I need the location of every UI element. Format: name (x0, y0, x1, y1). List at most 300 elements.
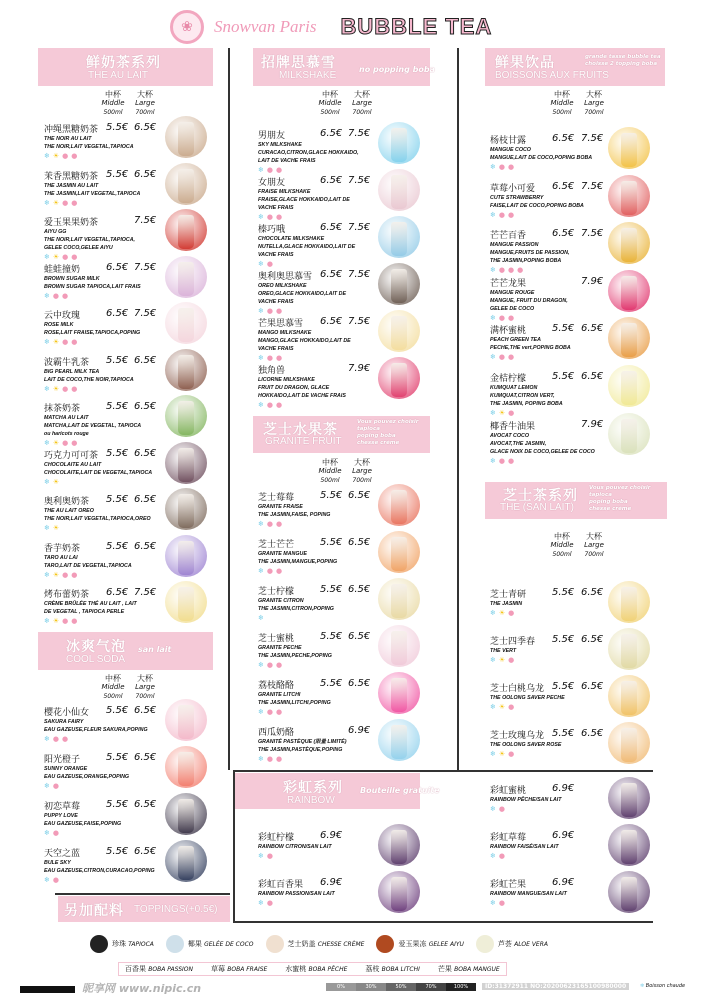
menu-item[interactable] (490, 228, 652, 274)
cup-image (621, 877, 637, 911)
snowflake-icon: ❄ (44, 439, 50, 447)
sun-icon: ☀ (52, 477, 60, 486)
menu-item[interactable] (490, 371, 652, 417)
snowflake-icon: ❄ (258, 260, 264, 268)
item-body (44, 461, 152, 486)
menu-item[interactable] (490, 681, 652, 727)
snowflake-icon: ❄ (258, 899, 264, 907)
sugar-level: 0% (326, 983, 356, 991)
snowflake-icon: ❄ (44, 524, 50, 532)
item-photo (608, 270, 650, 312)
item-description: PUPPY LOVE EAU GAZEUSE,FAISE,POPING (44, 813, 122, 827)
section-title-en: THE AU LAIT (88, 70, 149, 81)
snowflake-icon: ❄ (258, 401, 264, 409)
sugar-level-bar (326, 983, 476, 991)
item-photo (165, 840, 207, 882)
paw-icon: ● (275, 401, 283, 409)
sun-icon: ☀ (52, 617, 60, 625)
item-body (258, 597, 334, 622)
size-labels (549, 532, 607, 559)
price-middle: 5.5€ (320, 678, 343, 689)
paw-icon: ● (275, 213, 283, 221)
item-description: RAINBOW PÊCHE/SAN LAIT (490, 797, 562, 803)
item-icons (44, 524, 151, 532)
item-description: BULE SKY EAU GAZEUSE,CITRON,CURACAO,POPING (44, 860, 155, 874)
item-description: RAINBOW MANGUE/SAN LAIT (490, 891, 567, 897)
snowflake-icon: ❄ (490, 899, 496, 907)
item-body (490, 146, 592, 171)
price-middle: 6.5€ (320, 222, 343, 233)
item-photo (608, 127, 650, 169)
price-middle: 5.5€ (106, 494, 129, 505)
price-large: 6.5€ (348, 490, 371, 501)
menu-item[interactable] (44, 122, 209, 168)
soda-header (38, 632, 213, 670)
menu-item[interactable] (490, 783, 652, 829)
fruits-header (485, 48, 665, 86)
cup-image (391, 363, 407, 397)
paw-icon: ● (508, 750, 515, 758)
snowflake-icon: ❄ (258, 213, 264, 221)
item-photo (608, 722, 650, 764)
menu-item[interactable] (44, 541, 209, 587)
paw-icon: ● (62, 338, 69, 346)
item-icons (44, 253, 135, 261)
topping-item: 椰果 GELÉE DE COCO (166, 935, 254, 953)
item-description: CHOCOLAITE AU LAIT CHOCOLAITE,LAIT DE VEGETAL,TAPIOCA (44, 461, 153, 476)
item-name: 芒芒百香 (490, 231, 527, 242)
item-body (490, 336, 571, 361)
paw-icon: ● (266, 852, 273, 860)
cup-image (621, 728, 637, 762)
item-name: 茉香黑糖奶茶 (44, 171, 99, 182)
topping-image (266, 935, 284, 953)
cup-image (178, 541, 194, 575)
section-note: grande tasse bubble tea choisse 2 topping boba (585, 54, 661, 67)
paw-icon: ● (507, 313, 515, 322)
paw-icon: ● (508, 656, 515, 664)
price-middle: 6.5€ (106, 308, 129, 319)
price-large: 6.5€ (348, 678, 371, 689)
section-title-en: COOL SODA (66, 654, 126, 665)
cup-image (178, 846, 194, 880)
item-name: 芒果思慕雪 (258, 319, 304, 329)
item-icons (258, 354, 351, 362)
item-name: 初恋草莓 (44, 802, 81, 812)
paw-icon: ● (266, 307, 273, 315)
menu-item[interactable] (44, 587, 209, 633)
snowflake-icon: ❄ (490, 852, 496, 860)
paw-icon: ● (61, 291, 69, 300)
item-icons (44, 478, 152, 486)
cup-image (178, 587, 194, 621)
price-middle: 5.5€ (552, 587, 575, 598)
menu-item[interactable] (44, 401, 209, 447)
price-middle: 5.5€ (320, 631, 343, 642)
size-l: 大杯 Large 700ml (584, 90, 604, 116)
item-description: RAINBOW CITRON/SAN LAIT (258, 844, 332, 850)
item-photo (378, 531, 420, 573)
snowflake-icon: ❄ (490, 456, 496, 465)
price-large: 7.5€ (348, 128, 371, 139)
cup-image (391, 490, 407, 524)
item-name: 冲绳黑糖奶茶 (44, 125, 99, 135)
menu-item[interactable] (44, 308, 209, 354)
item-name: 芝士芒芒 (258, 540, 295, 550)
paw-icon: ● (508, 703, 515, 711)
item-photo (165, 116, 207, 158)
item-body (490, 843, 559, 860)
paw-icon: ● (508, 409, 515, 417)
item-body (44, 135, 134, 160)
snowflake-icon: ❄ (490, 313, 496, 322)
item-icons (258, 661, 332, 669)
item-icons (44, 439, 141, 447)
item-description: RAINBOW FAISÉ/SAN LAIT (490, 844, 559, 850)
item-photo (378, 263, 420, 305)
price-large: 6.5€ (134, 354, 157, 366)
menu-item[interactable] (258, 830, 422, 876)
cup-image (621, 783, 637, 817)
item-body (490, 600, 522, 617)
hot-legend: ❄ Boisson chaude (640, 983, 686, 989)
item-photo (165, 163, 207, 205)
paw-icon: ● (266, 401, 273, 409)
item-icons (258, 614, 334, 622)
item-photo (608, 675, 650, 717)
item-photo (165, 209, 207, 251)
item-icons (490, 656, 516, 664)
menu-item[interactable] (258, 222, 422, 268)
menu-item[interactable] (258, 678, 422, 724)
topping-image (90, 935, 108, 953)
paw-icon: ● (275, 708, 283, 716)
size-labels (100, 674, 158, 701)
menu-item[interactable] (490, 728, 652, 774)
item-name: 奥利奥思慕雪 (258, 272, 313, 282)
paw-icon: ● (71, 253, 78, 261)
snowflake-icon: ❄ (640, 983, 645, 989)
item-icons (258, 401, 346, 409)
snowflake-icon: ❄ (44, 617, 50, 625)
divider (55, 893, 230, 895)
snowflake-icon: ❄ (44, 570, 50, 579)
menu-item[interactable] (490, 323, 652, 369)
item-description: LICORNE MILKSHAKE FRUIT DU DRAGON, GLACE HOKKAIDO,LAIT DE VACHE FRAIS (258, 377, 346, 399)
item-description: MANGUE PASSION MANGUE,FRUITS DE PASSION, THE JASMIN,POPING BOBA (490, 242, 570, 265)
item-body (490, 432, 595, 465)
item-body (258, 188, 350, 221)
item-body (44, 718, 148, 743)
size-l: 大杯 Large 700ml (135, 674, 155, 700)
item-name: 芒芒龙果 (490, 278, 527, 289)
cup-image (391, 128, 407, 162)
topping-item: 芦荟 ALOE VERA (476, 935, 548, 953)
paw-icon: ● (62, 617, 69, 625)
topping-item: 芝士奶盖 CHESSE CRÈME (266, 935, 365, 953)
menu-item[interactable] (44, 494, 209, 540)
item-photo (165, 535, 207, 577)
item-description: SKY MILKSHAKE CURACAO,CITRON,GLACE HOKKAIDO, LAIT DE VACHE FRAIS (258, 142, 359, 164)
paw-icon: ● (507, 266, 515, 275)
snowflake-icon: ❄ (44, 384, 50, 393)
sun-icon: ☀ (498, 750, 506, 758)
item-body (258, 691, 331, 716)
menu-item[interactable] (258, 490, 422, 536)
menu-item[interactable] (490, 877, 652, 923)
cup-image (178, 799, 194, 833)
snowflake-icon: ❄ (490, 210, 496, 219)
price-middle: 5.5€ (106, 799, 129, 810)
price-large: 6.5€ (581, 587, 604, 598)
menu-item[interactable] (44, 752, 209, 798)
size-m: 中杯 Middle 500ml (550, 532, 574, 558)
item-photo (378, 169, 420, 211)
size-m: 中杯 Middle 500ml (101, 674, 125, 700)
item-name: 女朋友 (258, 178, 286, 188)
paw-icon: ● (275, 166, 283, 174)
sun-icon: ☀ (52, 524, 60, 532)
item-photo (608, 365, 650, 407)
menu-item[interactable] (44, 215, 209, 261)
topping-item: 珍珠 TAPIOCA (90, 935, 154, 953)
menu-item[interactable] (258, 584, 422, 630)
snowflake-icon: ❄ (490, 703, 496, 711)
cup-image (178, 262, 194, 296)
paw-icon: ● (266, 755, 273, 763)
item-body (490, 241, 569, 274)
item-photo (165, 256, 207, 298)
item-body (44, 507, 151, 532)
paw-icon: ● (507, 456, 515, 465)
menu-item[interactable] (258, 269, 422, 315)
cup-image (391, 269, 407, 303)
paw-icon: ● (52, 829, 59, 837)
brand-header (170, 10, 492, 44)
column-divider (457, 48, 459, 770)
item-name: 蛙蛙撞奶 (44, 264, 81, 275)
price-middle: 6.5€ (106, 587, 129, 598)
price-middle: 6.9€ (552, 877, 575, 888)
cup-image (621, 681, 637, 715)
menu-item[interactable] (490, 419, 652, 465)
item-name: 芝士白桃乌龙 (490, 684, 545, 694)
section-title-en: MILKSHAKE (279, 70, 337, 81)
paw-icon: ● (71, 384, 78, 393)
item-description: TARO AU LAI TARO,LAIT DE VEGETAL,TAPIOCA (44, 554, 132, 569)
menu-item[interactable] (490, 133, 652, 179)
price-middle: 5.5€ (106, 354, 129, 366)
price-large: 7.5€ (348, 269, 371, 280)
menu-item[interactable] (258, 631, 422, 677)
item-body (258, 550, 337, 575)
item-description: MANGUE COCO MANGUE,LAIT DE COCO,POPING BOBA (490, 147, 593, 161)
price-middle: 5.5€ (552, 728, 575, 739)
cup-image (178, 215, 194, 249)
item-photo (165, 488, 207, 530)
boba-item: 荔枝 BOBA LITCHI (365, 965, 420, 973)
item-icons (490, 211, 584, 219)
item-description: THE OOLONG SAVER ROSE (490, 742, 562, 748)
black-bar (20, 986, 75, 993)
boba-item: 芒果 BOBA MANGUE (437, 965, 500, 973)
item-icons (44, 199, 140, 207)
item-name: 西瓜奶酪 (258, 728, 295, 738)
price-middle: 5.5€ (320, 490, 343, 501)
menu-item[interactable] (44, 448, 209, 494)
topping-image (376, 935, 394, 953)
item-name: 巧克力可可茶 (44, 450, 99, 461)
paw-icon: ● (266, 899, 273, 907)
section-title-en: RAINBOW (287, 795, 335, 806)
item-icons (44, 782, 129, 790)
item-description: THE AU LAIT OREO THE NOIR,LAIT VEGETAL,TAPIOCA,OREO (44, 508, 151, 522)
menu-item[interactable] (258, 175, 422, 221)
price-large: 6.5€ (134, 846, 157, 857)
snowflake-icon: ❄ (258, 708, 264, 716)
cup-image (178, 401, 194, 435)
paw-icon: ● (498, 805, 505, 813)
item-body (44, 812, 121, 837)
item-name: 芝士青研 (490, 590, 527, 600)
paw-icon: ● (266, 661, 273, 669)
paw-icon: ● (498, 313, 505, 322)
price-large: 6.9€ (348, 725, 371, 736)
paw-icon: ● (507, 210, 515, 219)
price-middle: 6.5€ (320, 175, 343, 186)
item-description: GRANITE FRAISE THE JASMIN,FAISE, POPING (258, 504, 331, 518)
item-photo (378, 122, 420, 164)
item-photo (378, 484, 420, 526)
paw-icon: ● (275, 661, 283, 669)
menu-item[interactable] (258, 363, 422, 409)
item-description: MANGUE ROUGE MANGUE, FRUIT DU DRAGON, GELEE DE COCO (490, 289, 568, 312)
watermark: 昵享网 www.nipic.cn (82, 982, 202, 995)
price-middle: 6.5€ (320, 128, 343, 139)
price-large: 7.9€ (581, 418, 604, 430)
item-icons (44, 571, 132, 579)
item-name: 杨枝甘露 (490, 136, 527, 146)
item-body (490, 890, 567, 907)
paw-icon: ● (71, 152, 78, 160)
item-photo (608, 317, 650, 359)
price-large: 7.5€ (348, 222, 371, 233)
paw-icon: ● (266, 260, 273, 268)
item-description: GRANITE LITCHI THE JASMIN,LITCHI,POPING (258, 692, 331, 706)
price-large: 6.5€ (134, 447, 157, 459)
menu-item[interactable] (44, 705, 209, 751)
sugar-level: 70% (416, 983, 446, 991)
cheese-header (485, 482, 667, 519)
cup-image (391, 316, 407, 350)
menu-item[interactable] (258, 316, 422, 362)
menu-item[interactable] (258, 725, 422, 771)
menu-item[interactable] (44, 799, 209, 845)
menu-item[interactable] (258, 877, 422, 923)
snowflake-icon: ❄ (258, 307, 264, 315)
item-name: 爱玉果果奶茶 (44, 218, 99, 228)
item-icons (44, 385, 134, 393)
price-middle: 6.9€ (552, 783, 575, 794)
size-m: 中杯 Middle 500ml (318, 458, 342, 484)
paw-icon: ● (507, 163, 515, 171)
menu-item[interactable] (44, 262, 209, 308)
item-name: 彩虹蜜桃 (490, 786, 527, 796)
item-body (44, 182, 140, 207)
price-large: 6.5€ (134, 122, 157, 133)
menu-item[interactable] (490, 634, 652, 680)
item-name: 阳光橙子 (44, 755, 81, 765)
menu-item[interactable] (258, 128, 422, 174)
menu-item[interactable] (44, 355, 209, 401)
paw-icon: ● (62, 253, 69, 261)
item-description: CUTE STRAWBERRY FAISE,LAIT DE COCO,POPING BOBA (490, 194, 584, 209)
price-middle: 5.5€ (552, 634, 575, 645)
price-large: 7.5€ (581, 180, 604, 192)
price-middle: 5.5€ (552, 371, 575, 382)
paw-icon: ● (71, 570, 78, 579)
price-middle: 5.5€ (106, 540, 129, 552)
item-icons (490, 457, 595, 465)
item-photo (165, 395, 207, 437)
price-large: 6.5€ (348, 537, 371, 548)
item-name: 草莓小可爱 (490, 183, 536, 194)
paw-icon: ● (62, 439, 69, 447)
paw-icon: ● (508, 609, 515, 617)
item-body (258, 235, 355, 268)
section-note: Bouteille gratuite (360, 786, 440, 795)
cup-image (621, 419, 637, 453)
item-photo (378, 625, 420, 667)
snowflake-icon: ❄ (490, 750, 496, 758)
menu-item[interactable] (490, 587, 652, 633)
item-icons (44, 338, 140, 346)
menu-item[interactable] (258, 537, 422, 583)
snowflake-icon: ❄ (258, 166, 264, 174)
sun-icon: ☀ (498, 656, 506, 664)
price-middle: 5.5€ (320, 537, 343, 548)
item-name: 独角兽 (258, 366, 286, 376)
size-m: 中杯 Middle 500ml (550, 90, 574, 116)
sun-icon: ☀ (498, 703, 506, 711)
paw-icon: ● (52, 782, 59, 790)
price-large: 7.5€ (348, 175, 371, 186)
menu-item[interactable] (490, 276, 652, 322)
cup-image (178, 494, 194, 528)
price-large: 6.5€ (134, 494, 157, 505)
price-large: 6.5€ (348, 584, 371, 595)
menu-item[interactable] (44, 169, 209, 215)
section-title-cn: 鲜奶茶系列 (86, 55, 161, 71)
item-icons (490, 805, 562, 813)
topping-image (166, 935, 184, 953)
paw-icon: ● (275, 307, 283, 315)
item-icons (258, 708, 331, 716)
cup-image (391, 725, 407, 759)
logo-icon: ❀ (170, 10, 204, 44)
paw-icon: ● (266, 520, 273, 528)
item-icons (44, 292, 141, 300)
item-icons (258, 852, 332, 860)
item-name: 抹茶奶茶 (44, 404, 81, 414)
paw-icon: ● (62, 384, 69, 393)
menu-item[interactable] (44, 846, 209, 892)
item-body (490, 289, 568, 322)
menu-item[interactable] (490, 830, 652, 876)
section-title-en: BOISSONS AUX FRUITS (495, 70, 609, 81)
snowflake-icon: ❄ (44, 782, 50, 790)
menu-item[interactable] (490, 181, 652, 227)
